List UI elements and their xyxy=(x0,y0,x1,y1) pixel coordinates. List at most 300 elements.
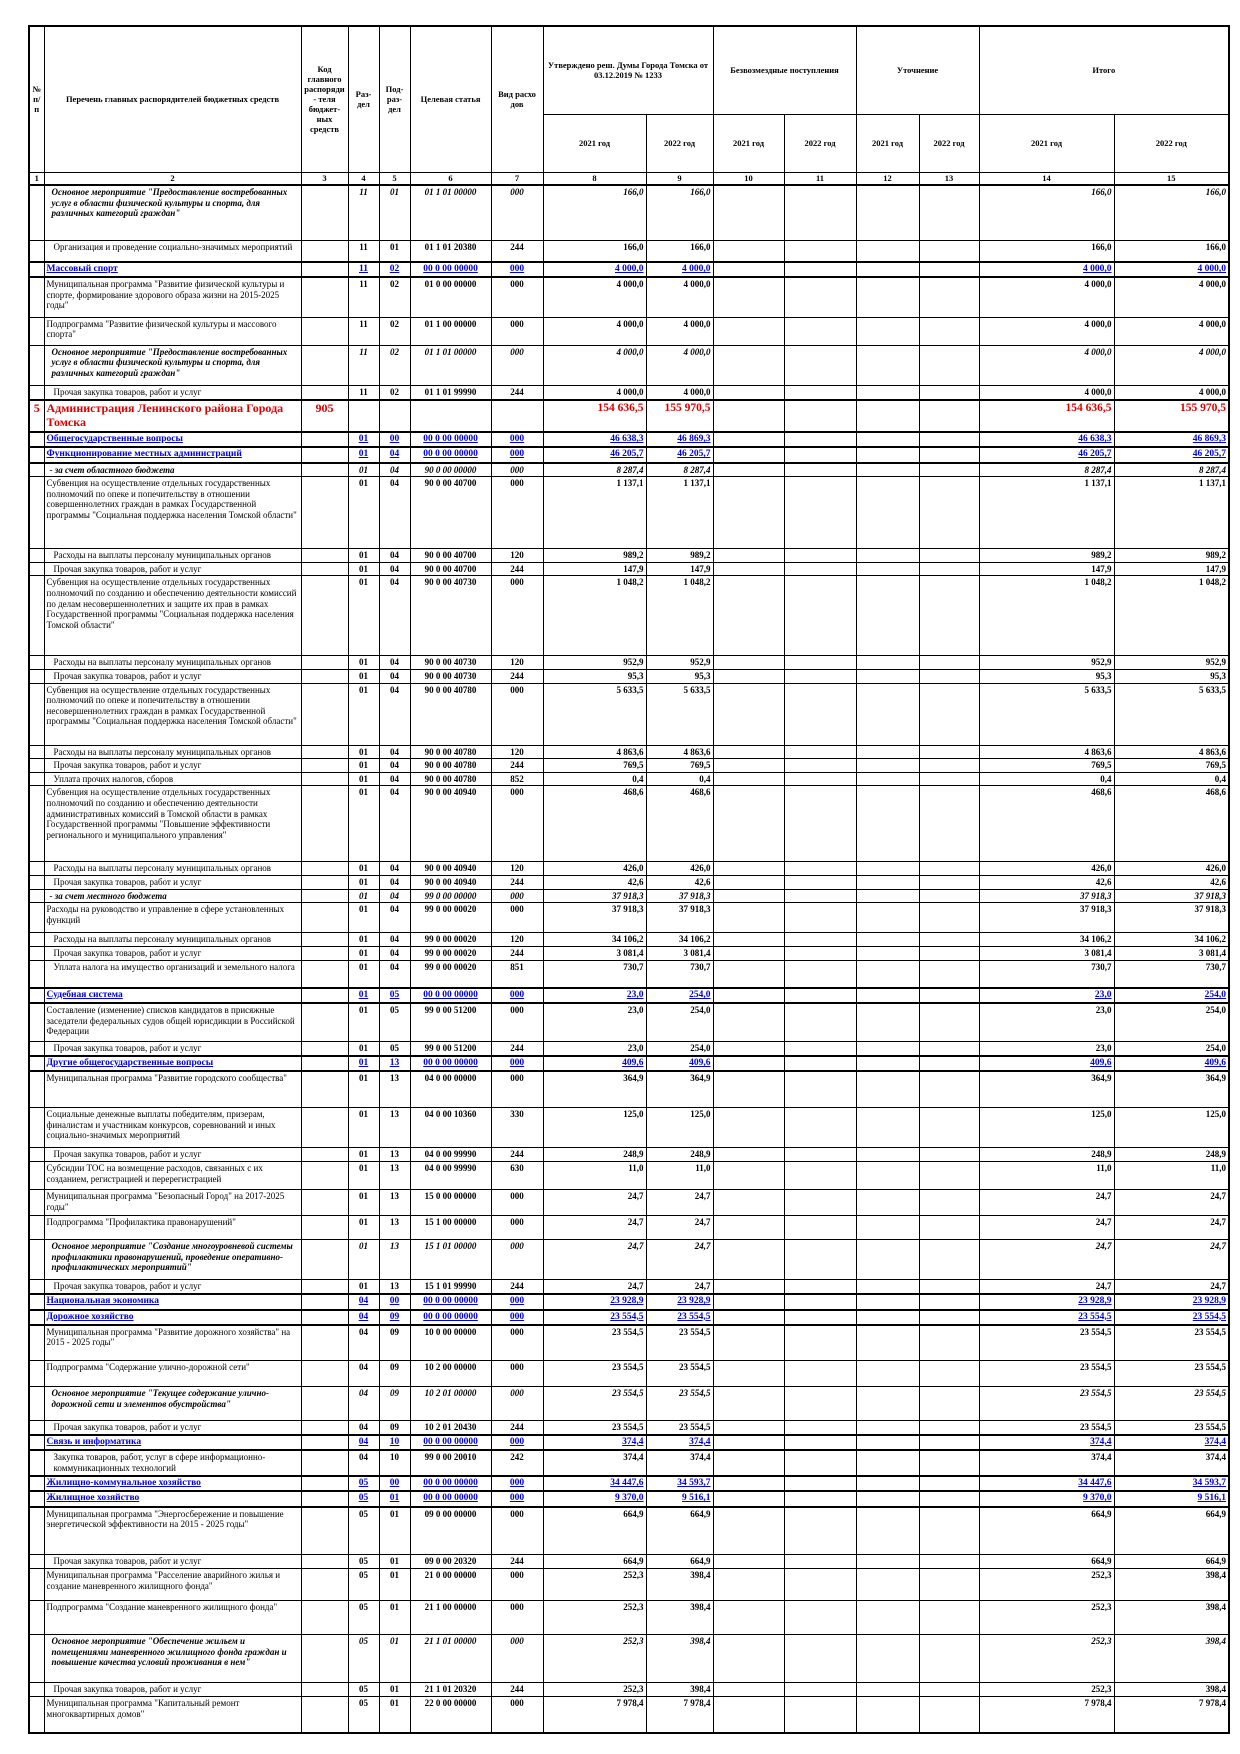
cell-adjustment-2022 xyxy=(919,1215,979,1239)
cell-podrazdel: 09 xyxy=(379,1325,410,1361)
cell-approved-2022: 147,9 xyxy=(646,562,713,576)
cell-total-2021: 252,3 xyxy=(979,1569,1114,1601)
cell-target-article: 90 0 00 40940 xyxy=(410,876,491,890)
cell-name: Уплата прочих налогов, сборов xyxy=(44,772,301,786)
cell-razdel: 04 xyxy=(348,1450,379,1476)
cell-row-number xyxy=(29,1435,44,1450)
cell-total-2021: 46 638,3 xyxy=(979,432,1114,447)
cell-adjustment-2021 xyxy=(856,1601,919,1635)
cell-adjustment-2021 xyxy=(856,1056,919,1071)
cell-gratuitous-2021 xyxy=(713,1601,784,1635)
cell-expense-type: 851 xyxy=(491,960,543,988)
cell-approved-2022: 37 918,3 xyxy=(646,889,713,903)
cell-grbs-code xyxy=(301,1601,348,1635)
header-gratuitous-2022: 2022 год xyxy=(784,114,856,172)
cell-grbs-code xyxy=(301,432,348,447)
cell-name: Основное мероприятие "Обеспечение жильем и помещениями маневренного жилищного фонда граждан и повышение качества условий проживания в нем" xyxy=(44,1635,301,1683)
cell-name: Муниципальная программа "Капитальный ремонт многоквартирных домов" xyxy=(44,1697,301,1733)
cell-total-2021: 769,5 xyxy=(979,759,1114,773)
cell-total-2022: 398,4 xyxy=(1114,1601,1229,1635)
cell-name: Прочая закупка товаров, работ и услуг xyxy=(44,1421,301,1435)
cell-approved-2021: 23 554,5 xyxy=(543,1325,646,1361)
cell-target-article: 21 1 00 00000 xyxy=(410,1601,491,1635)
cell-approved-2022: 426,0 xyxy=(646,862,713,876)
table-row xyxy=(29,477,1229,549)
cell-total-2021: 154 636,5 xyxy=(979,400,1114,432)
cell-name: Расходы на выплаты персоналу муниципальных органов xyxy=(44,933,301,947)
cell-gratuitous-2021 xyxy=(713,1435,784,1450)
cell-name: Основное мероприятие "Текущее содержание улично-дорожной сети и элементов обустройства" xyxy=(44,1387,301,1421)
cell-gratuitous-2022 xyxy=(784,1147,856,1161)
cell-name: Прочая закупка товаров, работ и услуг xyxy=(44,1555,301,1569)
cell-adjustment-2021 xyxy=(856,960,919,988)
cell-total-2021: 4 000,0 xyxy=(979,277,1114,317)
cell-approved-2022: 254,0 xyxy=(646,988,713,1003)
cell-target-article: 21 1 01 00000 xyxy=(410,1635,491,1683)
cell-gratuitous-2021 xyxy=(713,185,784,240)
cell-total-2022: 989,2 xyxy=(1114,549,1229,563)
cell-total-2022: 4 000,0 xyxy=(1114,277,1229,317)
cell-gratuitous-2021 xyxy=(713,576,784,656)
cell-grbs-code xyxy=(301,1635,348,1683)
table-row xyxy=(29,240,1229,262)
cell-row-number xyxy=(29,1683,44,1697)
cell-approved-2022: 4 000,0 xyxy=(646,317,713,345)
cell-approved-2022: 1 048,2 xyxy=(646,576,713,656)
cell-razdel: 05 xyxy=(348,1491,379,1506)
cell-expense-type: 000 xyxy=(491,1476,543,1491)
cell-name: Подпрограмма "Создание маневренного жилищного фонда" xyxy=(44,1601,301,1635)
cell-total-2022: 37 918,3 xyxy=(1114,903,1229,933)
cell-expense-type: 120 xyxy=(491,745,543,759)
table-row xyxy=(29,1697,1229,1733)
cell-approved-2022: 8 287,4 xyxy=(646,463,713,477)
cell-gratuitous-2022 xyxy=(784,759,856,773)
cell-expense-type: 630 xyxy=(491,1161,543,1189)
cell-grbs-code xyxy=(301,385,348,400)
cell-adjustment-2022 xyxy=(919,889,979,903)
cell-grbs-code xyxy=(301,1555,348,1569)
table-row xyxy=(29,1491,1229,1506)
cell-expense-type: 000 xyxy=(491,1325,543,1361)
cell-target-article: 04 0 00 10360 xyxy=(410,1107,491,1147)
cell-grbs-code xyxy=(301,1507,348,1555)
cell-adjustment-2021 xyxy=(856,862,919,876)
cell-gratuitous-2021 xyxy=(713,1683,784,1697)
cell-row-number xyxy=(29,385,44,400)
cell-total-2021: 4 000,0 xyxy=(979,317,1114,345)
cell-approved-2021: 37 918,3 xyxy=(543,889,646,903)
cell-name: Прочая закупка товаров, работ и услуг xyxy=(44,562,301,576)
cell-name: Расходы на выплаты персоналу муниципальных органов xyxy=(44,745,301,759)
cell-adjustment-2021 xyxy=(856,759,919,773)
cell-approved-2022: 37 918,3 xyxy=(646,903,713,933)
cell-expense-type: 000 xyxy=(491,1189,543,1215)
cell-gratuitous-2022 xyxy=(784,1056,856,1071)
cell-total-2022: 254,0 xyxy=(1114,1041,1229,1056)
cell-razdel: 04 xyxy=(348,1325,379,1361)
table-row xyxy=(29,1569,1229,1601)
cell-name: Расходы на выплаты персоналу муниципальных органов xyxy=(44,656,301,670)
cell-target-article: 01 1 01 99990 xyxy=(410,385,491,400)
cell-adjustment-2021 xyxy=(856,1215,919,1239)
cell-total-2021: 125,0 xyxy=(979,1107,1114,1147)
cell-total-2022: 166,0 xyxy=(1114,240,1229,262)
cell-grbs-code xyxy=(301,1683,348,1697)
header-grbs-code: Код главного распоряди- теля бюджет- ных средств xyxy=(301,26,348,172)
cell-target-article: 00 0 00 00000 xyxy=(410,1491,491,1506)
cell-approved-2022: 468,6 xyxy=(646,786,713,862)
cell-adjustment-2021 xyxy=(856,345,919,385)
cell-podrazdel: 13 xyxy=(379,1071,410,1107)
cell-gratuitous-2021 xyxy=(713,1056,784,1071)
cell-approved-2022: 248,9 xyxy=(646,1147,713,1161)
cell-row-number xyxy=(29,1279,44,1294)
cell-adjustment-2021 xyxy=(856,385,919,400)
cell-grbs-code xyxy=(301,1071,348,1107)
cell-total-2022: 0,4 xyxy=(1114,772,1229,786)
cell-adjustment-2021 xyxy=(856,240,919,262)
cell-row-number xyxy=(29,463,44,477)
table-row xyxy=(29,1071,1229,1107)
cell-gratuitous-2022 xyxy=(784,317,856,345)
cell-approved-2022: 398,4 xyxy=(646,1635,713,1683)
cell-expense-type: 244 xyxy=(491,946,543,960)
cell-grbs-code xyxy=(301,988,348,1003)
cell-name: Муниципальная программа "Развитие городского сообщества" xyxy=(44,1071,301,1107)
cell-total-2021: 5 633,5 xyxy=(979,683,1114,745)
cell-razdel: 01 xyxy=(348,960,379,988)
cell-target-article: 09 0 00 00000 xyxy=(410,1507,491,1555)
cell-name: Муниципальная программа "Энергосбережение и повышение энергетической эффективности на 2015 - 2025 годы" xyxy=(44,1507,301,1555)
cell-grbs-code: 905 xyxy=(301,400,348,432)
cell-gratuitous-2021 xyxy=(713,889,784,903)
cell-total-2022: 24,7 xyxy=(1114,1279,1229,1294)
cell-name: Подпрограмма "Содержание улично-дорожной сети" xyxy=(44,1361,301,1387)
cell-razdel: 04 xyxy=(348,1294,379,1309)
cell-razdel: 05 xyxy=(348,1635,379,1683)
cell-adjustment-2022 xyxy=(919,549,979,563)
cell-adjustment-2022 xyxy=(919,1310,979,1325)
cell-gratuitous-2022 xyxy=(784,400,856,432)
cell-approved-2021: 252,3 xyxy=(543,1569,646,1601)
cell-podrazdel: 13 xyxy=(379,1147,410,1161)
cell-gratuitous-2022 xyxy=(784,240,856,262)
col-number: 3 xyxy=(301,172,348,185)
cell-target-article: 01 1 01 00000 xyxy=(410,345,491,385)
cell-adjustment-2022 xyxy=(919,262,979,277)
cell-razdel: 04 xyxy=(348,1361,379,1387)
cell-expense-type: 244 xyxy=(491,385,543,400)
table-row xyxy=(29,1041,1229,1056)
cell-podrazdel: 04 xyxy=(379,477,410,549)
cell-approved-2021: 952,9 xyxy=(543,656,646,670)
cell-expense-type: 000 xyxy=(491,1635,543,1683)
cell-podrazdel: 10 xyxy=(379,1450,410,1476)
cell-adjustment-2022 xyxy=(919,1601,979,1635)
cell-name: Связь и информатика xyxy=(44,1435,301,1450)
cell-target-article: 10 0 00 00000 xyxy=(410,1325,491,1361)
cell-name: Другие общегосударственные вопросы xyxy=(44,1056,301,1071)
cell-podrazdel: 09 xyxy=(379,1387,410,1421)
cell-row-number xyxy=(29,988,44,1003)
cell-adjustment-2021 xyxy=(856,1387,919,1421)
cell-approved-2022: 254,0 xyxy=(646,1041,713,1056)
cell-razdel: 01 xyxy=(348,1239,379,1279)
cell-approved-2022: 24,7 xyxy=(646,1239,713,1279)
cell-expense-type: 244 xyxy=(491,1147,543,1161)
cell-adjustment-2021 xyxy=(856,933,919,947)
cell-name: Судебная система xyxy=(44,988,301,1003)
cell-approved-2022: 23 554,5 xyxy=(646,1361,713,1387)
cell-adjustment-2022 xyxy=(919,1361,979,1387)
cell-adjustment-2022 xyxy=(919,1161,979,1189)
header-adjustment-2022: 2022 год xyxy=(919,114,979,172)
cell-approved-2021: 364,9 xyxy=(543,1071,646,1107)
cell-target-article: 00 0 00 00000 xyxy=(410,432,491,447)
cell-gratuitous-2022 xyxy=(784,1476,856,1491)
cell-razdel: 11 xyxy=(348,185,379,240)
cell-name: Дорожное хозяйство xyxy=(44,1310,301,1325)
cell-approved-2021: 24,7 xyxy=(543,1279,646,1294)
cell-podrazdel: 09 xyxy=(379,1421,410,1435)
cell-approved-2021: 769,5 xyxy=(543,759,646,773)
cell-approved-2021: 468,6 xyxy=(543,786,646,862)
cell-row-number xyxy=(29,317,44,345)
cell-row-number xyxy=(29,1107,44,1147)
cell-grbs-code xyxy=(301,862,348,876)
cell-total-2022: 254,0 xyxy=(1114,1003,1229,1041)
cell-total-2021: 23 554,5 xyxy=(979,1387,1114,1421)
cell-gratuitous-2021 xyxy=(713,447,784,462)
cell-total-2021: 147,9 xyxy=(979,562,1114,576)
cell-grbs-code xyxy=(301,960,348,988)
cell-adjustment-2022 xyxy=(919,477,979,549)
cell-expense-type: 000 xyxy=(491,1239,543,1279)
table-row xyxy=(29,1107,1229,1147)
col-number: 13 xyxy=(919,172,979,185)
cell-podrazdel: 04 xyxy=(379,670,410,684)
cell-approved-2021: 1 048,2 xyxy=(543,576,646,656)
cell-row-number xyxy=(29,1239,44,1279)
cell-podrazdel: 05 xyxy=(379,988,410,1003)
table-row xyxy=(29,933,1229,947)
cell-approved-2021: 24,7 xyxy=(543,1239,646,1279)
cell-name: Прочая закупка товаров, работ и услуг xyxy=(44,876,301,890)
cell-razdel: 01 xyxy=(348,862,379,876)
cell-total-2022: 42,6 xyxy=(1114,876,1229,890)
cell-grbs-code xyxy=(301,1215,348,1239)
cell-row-number xyxy=(29,876,44,890)
cell-gratuitous-2021 xyxy=(713,988,784,1003)
cell-total-2021: 42,6 xyxy=(979,876,1114,890)
cell-expense-type: 000 xyxy=(491,447,543,462)
cell-adjustment-2022 xyxy=(919,463,979,477)
cell-adjustment-2022 xyxy=(919,903,979,933)
cell-row-number xyxy=(29,447,44,462)
cell-total-2022: 664,9 xyxy=(1114,1507,1229,1555)
cell-podrazdel: 01 xyxy=(379,1635,410,1683)
cell-row-number xyxy=(29,1161,44,1189)
cell-razdel: 01 xyxy=(348,745,379,759)
cell-podrazdel: 09 xyxy=(379,1361,410,1387)
cell-row-number xyxy=(29,277,44,317)
col-number: 4 xyxy=(348,172,379,185)
cell-total-2021: 23 928,9 xyxy=(979,1294,1114,1309)
header-podrazdel: Под- раз- дел xyxy=(379,26,410,172)
cell-adjustment-2021 xyxy=(856,1239,919,1279)
cell-total-2022: 398,4 xyxy=(1114,1635,1229,1683)
cell-target-article: 15 1 01 99990 xyxy=(410,1279,491,1294)
cell-expense-type: 000 xyxy=(491,262,543,277)
cell-expense-type: 244 xyxy=(491,670,543,684)
cell-grbs-code xyxy=(301,1189,348,1215)
cell-expense-type: 244 xyxy=(491,1279,543,1294)
cell-gratuitous-2021 xyxy=(713,745,784,759)
cell-target-article: 90 0 00 40940 xyxy=(410,786,491,862)
cell-podrazdel: 05 xyxy=(379,1041,410,1056)
cell-gratuitous-2022 xyxy=(784,1325,856,1361)
cell-total-2022: 8 287,4 xyxy=(1114,463,1229,477)
cell-razdel: 05 xyxy=(348,1555,379,1569)
cell-adjustment-2021 xyxy=(856,683,919,745)
cell-approved-2021: 5 633,5 xyxy=(543,683,646,745)
cell-adjustment-2022 xyxy=(919,1435,979,1450)
cell-name: Муниципальная программа "Развитие дорожного хозяйства" на 2015 - 2025 годы" xyxy=(44,1325,301,1361)
cell-approved-2021: 664,9 xyxy=(543,1555,646,1569)
table-row xyxy=(29,889,1229,903)
table-row xyxy=(29,745,1229,759)
cell-gratuitous-2021 xyxy=(713,1147,784,1161)
cell-total-2022: 4 000,0 xyxy=(1114,345,1229,385)
cell-gratuitous-2021 xyxy=(713,772,784,786)
cell-gratuitous-2022 xyxy=(784,463,856,477)
table-row xyxy=(29,1421,1229,1435)
cell-name: Прочая закупка товаров, работ и услуг xyxy=(44,946,301,960)
cell-adjustment-2021 xyxy=(856,477,919,549)
cell-grbs-code xyxy=(301,1569,348,1601)
cell-razdel: 01 xyxy=(348,562,379,576)
cell-approved-2022: 1 137,1 xyxy=(646,477,713,549)
col-number: 10 xyxy=(713,172,784,185)
cell-gratuitous-2022 xyxy=(784,549,856,563)
cell-adjustment-2022 xyxy=(919,1697,979,1733)
cell-row-number xyxy=(29,562,44,576)
cell-expense-type: 000 xyxy=(491,1569,543,1601)
cell-approved-2022: 254,0 xyxy=(646,1003,713,1041)
cell-gratuitous-2022 xyxy=(784,277,856,317)
cell-podrazdel: 13 xyxy=(379,1189,410,1215)
cell-gratuitous-2021 xyxy=(713,656,784,670)
cell-adjustment-2022 xyxy=(919,772,979,786)
cell-gratuitous-2022 xyxy=(784,1239,856,1279)
cell-expense-type: 244 xyxy=(491,1041,543,1056)
cell-expense-type: 000 xyxy=(491,1071,543,1107)
cell-expense-type: 244 xyxy=(491,240,543,262)
cell-expense-type: 000 xyxy=(491,277,543,317)
cell-podrazdel: 01 xyxy=(379,1601,410,1635)
cell-name: Организация и проведение социально-значимых мероприятий xyxy=(44,240,301,262)
table-row xyxy=(29,862,1229,876)
cell-razdel: 01 xyxy=(348,1279,379,1294)
cell-gratuitous-2022 xyxy=(784,1041,856,1056)
cell-total-2021: 8 287,4 xyxy=(979,463,1114,477)
cell-total-2021: 37 918,3 xyxy=(979,903,1114,933)
table-row xyxy=(29,1310,1229,1325)
cell-podrazdel: 02 xyxy=(379,345,410,385)
cell-razdel: 01 xyxy=(348,447,379,462)
cell-podrazdel: 04 xyxy=(379,447,410,462)
cell-adjustment-2021 xyxy=(856,1161,919,1189)
cell-gratuitous-2021 xyxy=(713,786,784,862)
table-row xyxy=(29,772,1229,786)
cell-total-2021: 95,3 xyxy=(979,670,1114,684)
cell-podrazdel: 01 xyxy=(379,1507,410,1555)
cell-podrazdel: 01 xyxy=(379,185,410,240)
cell-gratuitous-2021 xyxy=(713,1041,784,1056)
cell-adjustment-2021 xyxy=(856,1107,919,1147)
cell-adjustment-2022 xyxy=(919,862,979,876)
col-number: 9 xyxy=(646,172,713,185)
cell-target-article: 01 1 01 20380 xyxy=(410,240,491,262)
cell-approved-2022: 952,9 xyxy=(646,656,713,670)
cell-adjustment-2021 xyxy=(856,1683,919,1697)
cell-approved-2021: 147,9 xyxy=(543,562,646,576)
cell-adjustment-2021 xyxy=(856,670,919,684)
header-expense-type: Вид расхо дов xyxy=(491,26,543,172)
cell-adjustment-2022 xyxy=(919,562,979,576)
cell-razdel: 05 xyxy=(348,1601,379,1635)
cell-adjustment-2022 xyxy=(919,400,979,432)
cell-adjustment-2022 xyxy=(919,317,979,345)
cell-grbs-code xyxy=(301,1435,348,1450)
cell-total-2021: 248,9 xyxy=(979,1147,1114,1161)
cell-adjustment-2021 xyxy=(856,1507,919,1555)
header-approved-2022: 2022 год xyxy=(646,114,713,172)
cell-razdel: 01 xyxy=(348,1056,379,1071)
cell-approved-2021: 46 638,3 xyxy=(543,432,646,447)
table-row xyxy=(29,1161,1229,1189)
cell-approved-2022: 374,4 xyxy=(646,1450,713,1476)
cell-adjustment-2022 xyxy=(919,876,979,890)
cell-row-number xyxy=(29,1635,44,1683)
cell-razdel: 01 xyxy=(348,759,379,773)
cell-row-number xyxy=(29,1450,44,1476)
cell-expense-type: 242 xyxy=(491,1450,543,1476)
cell-adjustment-2021 xyxy=(856,1476,919,1491)
cell-expense-type: 000 xyxy=(491,1601,543,1635)
header-target-article: Целевая статья xyxy=(410,26,491,172)
cell-total-2021: 4 000,0 xyxy=(979,262,1114,277)
cell-gratuitous-2022 xyxy=(784,933,856,947)
cell-expense-type: 000 xyxy=(491,317,543,345)
cell-razdel: 05 xyxy=(348,1507,379,1555)
cell-total-2021: 0,4 xyxy=(979,772,1114,786)
cell-gratuitous-2021 xyxy=(713,317,784,345)
cell-gratuitous-2021 xyxy=(713,1450,784,1476)
cell-adjustment-2022 xyxy=(919,1294,979,1309)
cell-name: Субвенция на осуществление отдельных государственных полномочий по созданию и обеспечению деятельности административных комиссий в Томской области в рамках Государственной программы "Повышение эффективности регионального и муниципального управления" xyxy=(44,786,301,862)
cell-razdel: 04 xyxy=(348,1435,379,1450)
cell-podrazdel: 04 xyxy=(379,862,410,876)
cell-adjustment-2022 xyxy=(919,185,979,240)
cell-target-article: 21 0 00 00000 xyxy=(410,1569,491,1601)
cell-approved-2022: 4 000,0 xyxy=(646,262,713,277)
cell-target-article: 00 0 00 00000 xyxy=(410,1476,491,1491)
cell-gratuitous-2021 xyxy=(713,432,784,447)
cell-total-2022: 7 978,4 xyxy=(1114,1697,1229,1733)
col-number: 5 xyxy=(379,172,410,185)
